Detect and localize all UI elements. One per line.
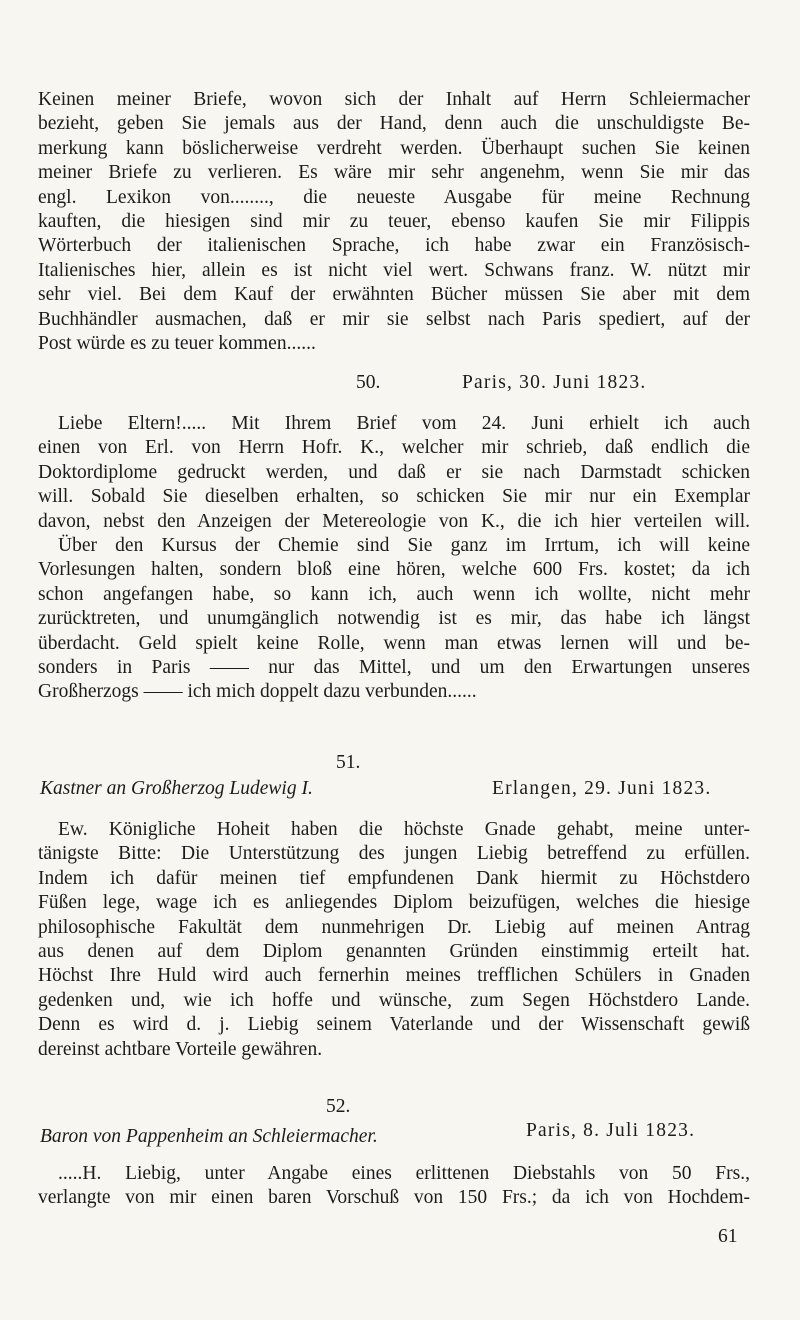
page-number: 61 (718, 1226, 738, 1247)
text-line: Buchhändler ausmachen, daß er mir sie selbst nach Paris spediert, auf der (38, 308, 750, 330)
letter-heading: Baron von Pappenheim an Schleiermacher. (40, 1126, 378, 1147)
letter-place-date: Erlangen, 29. Juni 1823. (492, 778, 712, 799)
text-line: einen von Erl. von Herrn Hofr. K., welcher mir schrieb, daß endlich die (38, 437, 750, 459)
text-line: sonders in Paris —— nur das Mittel, und um den Erwartungen unseres (38, 657, 750, 679)
text-line: merkung kann böslicherweise verdreht werden. Überhaupt suchen Sie keinen (38, 137, 750, 159)
text-line: Indem ich dafür meinen tief empfundenen Dank hiermit zu Höchstdero (38, 867, 750, 889)
text-line: philosophische Fakultät dem nunmehrigen Dr. Liebig auf meinen Antrag (38, 916, 750, 938)
text-line: aus denen auf dem Diplom genannten Gründen einstimmig erteilt hat. (38, 941, 750, 963)
text-line: meiner Briefe zu verlieren. Es wäre mir sehr angenehm, wenn Sie mir das (38, 162, 750, 184)
letter-place-date: Paris, 30. Juni 1823. (462, 372, 647, 393)
letter-number: 51. (336, 752, 361, 773)
text-line: Denn es wird d. j. Liebig seinem Vaterlande und der Wissenschaft gewiß (38, 1014, 750, 1036)
text-line: davon, nebst den Anzeigen der Metereologie von K., die ich hier verteilen will. (38, 510, 750, 532)
letter-50-body (38, 412, 750, 705)
text-line: schon angefangen habe, so kann ich, auch wenn ich wollte, nicht mehr (38, 583, 750, 605)
text-line: engl. Lexikon von........, die neueste Ausgabe für meine Rechnung (38, 186, 750, 208)
text-line: kauften, die hiesigen sind mir zu teuer, ebenso kaufen Sie mir Filippis (38, 211, 750, 233)
letter-number: 52. (326, 1096, 351, 1117)
intro-paragraph (38, 88, 750, 356)
text-line: Doktordiplome gedruckt werden, und daß er sie nach Darmstadt schicken (38, 461, 750, 483)
text-line: Wörterbuch der italienischen Sprache, ich habe zwar ein Französisch- (38, 235, 750, 257)
text-line: zurücktreten, und unumgänglich notwendig ist es mir, das habe ich längst (38, 608, 750, 630)
text-line: Füßen lege, wage ich es anliegendes Diplom beizufügen, welches die hiesige (38, 892, 750, 914)
text-line: Vorlesungen halten, sondern bloß eine hören, welche 600 Frs. kostet; da ich (38, 559, 750, 581)
text-line: Liebe Eltern!..... Mit Ihrem Brief vom 24. Juni erhielt ich auch (58, 413, 750, 434)
text-line: gedenken und, wie ich hoffe und wünsche, zum Segen Höchstdero Lande. (38, 989, 750, 1011)
text-line: Ew. Königliche Hoheit haben die höchste Gnade gehabt, meine unter- (58, 819, 750, 840)
text-line: verlangte von mir einen baren Vorschuß von 150 Frs.; da ich von Hochdem- (38, 1187, 750, 1209)
text-line: bezieht, geben Sie jemals aus der Hand, denn auch die unschuldigste Be- (38, 113, 750, 135)
text-line: Keinen meiner Briefe, wovon sich der Inhalt auf Herrn Schleiermacher (38, 89, 750, 110)
text-line: tänigste Bitte: Die Unterstützung des jungen Liebig betreffend zu erfüllen. (38, 843, 750, 865)
text-line: .....H. Liebig, unter Angabe eines erlittenen Diebstahls von 50 Frs., (58, 1163, 750, 1184)
letter-number: 50. (356, 372, 381, 393)
text-line: Post würde es zu teuer kommen...... (38, 333, 316, 355)
text-line: dereinst achtbare Vorteile gewähren. (38, 1038, 323, 1060)
text-line: Italienisches hier, allein es ist nicht viel wert. Schwans franz. W. nützt mir (38, 259, 750, 281)
letter-51-body (38, 818, 750, 1062)
text-line: Über den Kursus der Chemie sind Sie ganz im Irrtum, ich will keine (58, 535, 750, 557)
letter-heading: Kastner an Großherzog Ludewig I. (40, 778, 313, 799)
letter-place-date: Paris, 8. Juli 1823. (526, 1120, 696, 1141)
text-line: Höchst Ihre Huld wird auch fernerhin meines trefflichen Schülers in Gnaden (38, 965, 750, 987)
text-line: will. Sobald Sie dieselben erhalten, so schicken Sie mir nur ein Exemplar (38, 486, 750, 508)
text-line: Großherzogs —— ich mich doppelt dazu verbunden...... (38, 681, 477, 703)
text-line: sehr viel. Bei dem Kauf der erwähnten Bücher müssen Sie aber mit dem (38, 284, 750, 306)
text-line: überdacht. Geld spielt keine Rolle, wenn man etwas lernen will und be- (38, 632, 750, 654)
letter-52-body (38, 1162, 750, 1211)
